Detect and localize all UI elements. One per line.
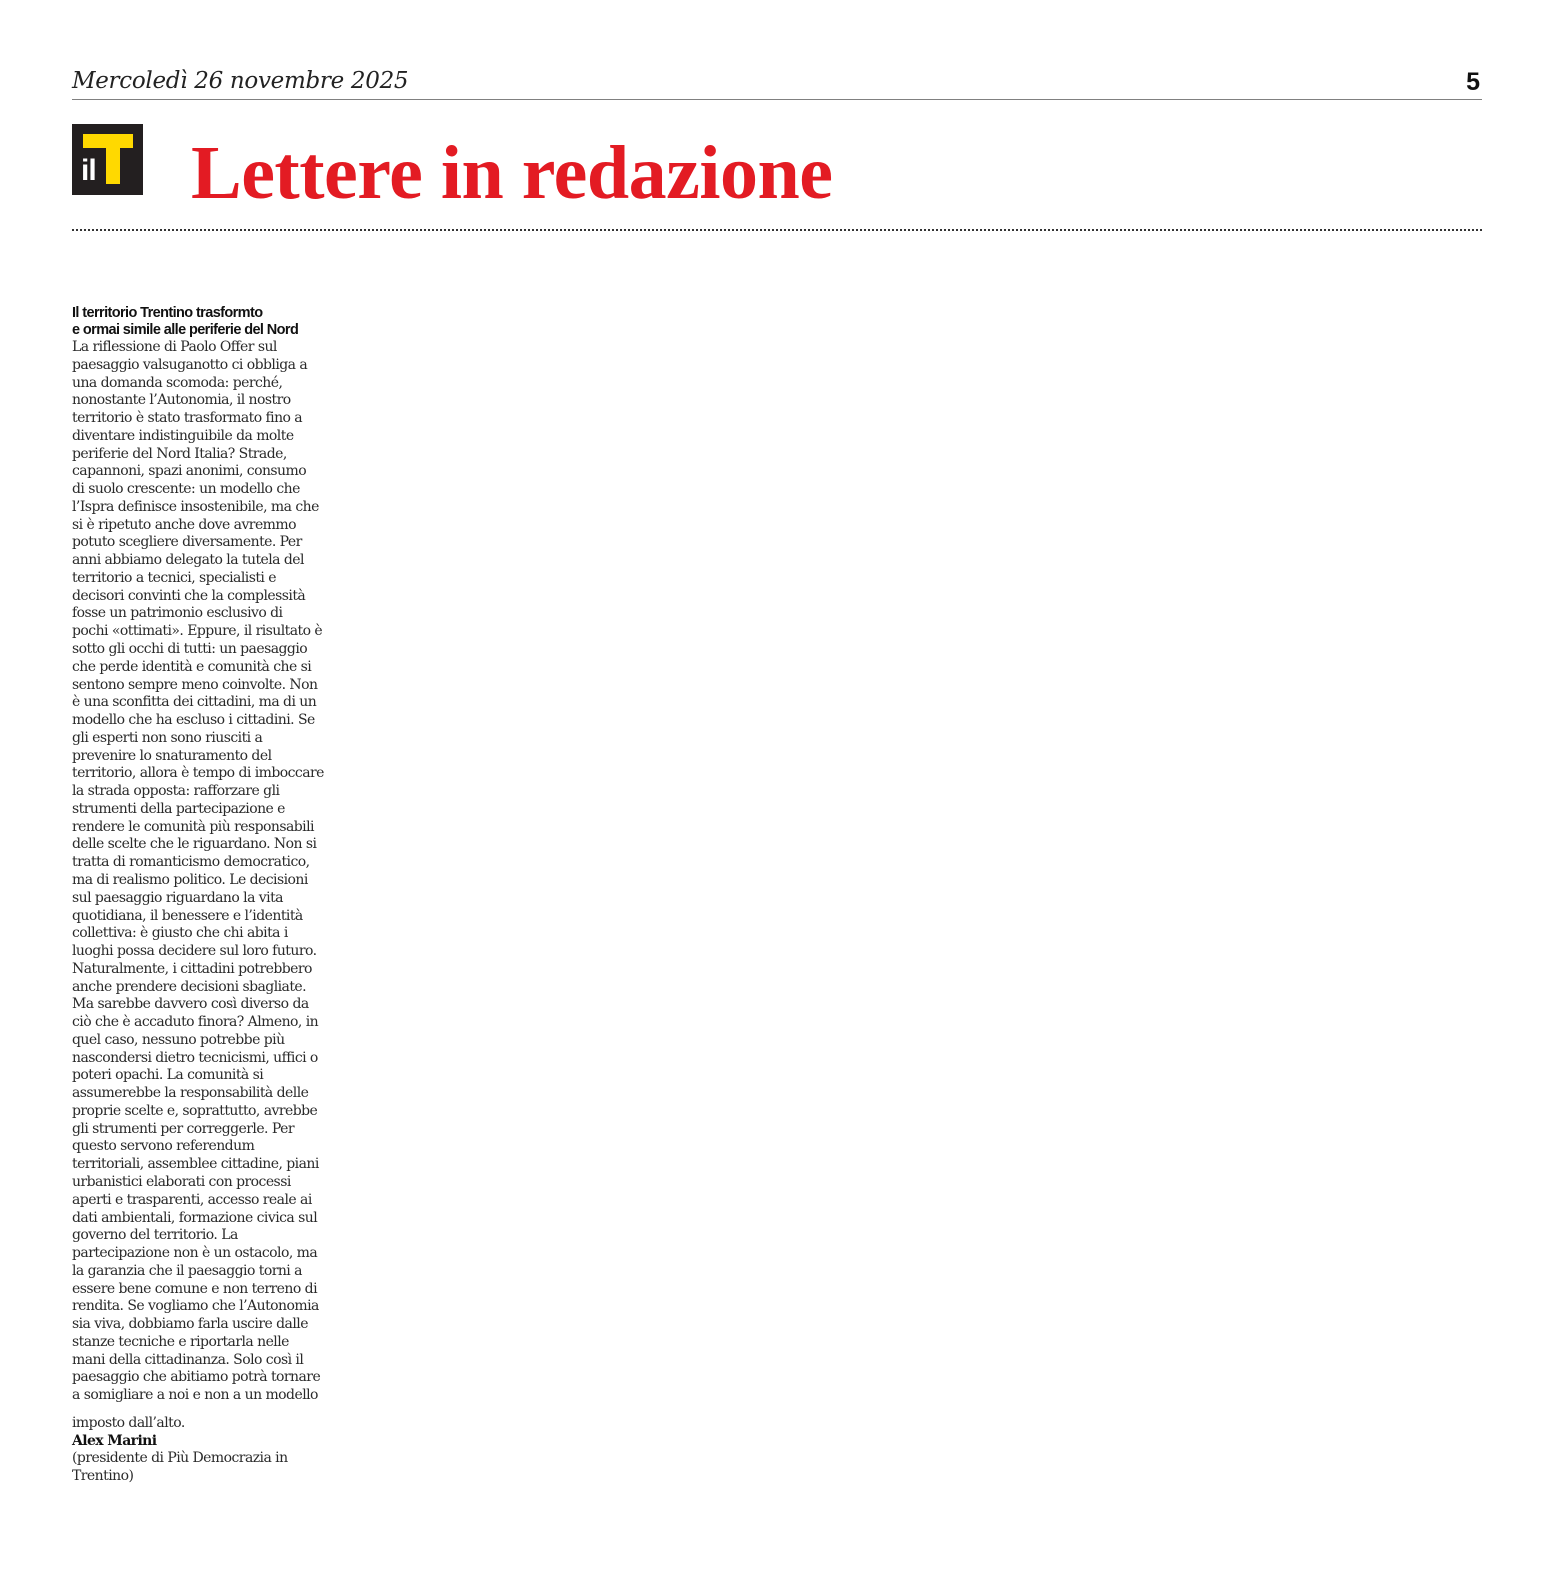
body-line: tratta di romanticismo democratico, [72,854,310,871]
body-line: dati ambientali, formazione civica sul [72,1209,318,1226]
body-line: è una sconfitta dei cittadini, ma di un [72,694,317,711]
body-line: la garanzia che il paesaggio torni a [72,1262,302,1279]
body-line: gli strumenti per correggerle. Per [72,1120,294,1137]
body-line: sotto gli occhi di tutti: un paesaggio [72,641,308,658]
body-line: stanze tecniche e riportarla nelle [72,1333,289,1350]
article-body [72,339,342,1405]
body-line: a somigliare a noi e non a un modello [72,1387,318,1404]
body-line: gli esperti non sono riusciti a [72,729,263,746]
body-line: Ma sarebbe davvero così diverso da [72,996,309,1013]
issue-date: Mercoledì 26 novembre 2025 [72,68,409,94]
body-line: ciò che è accaduto finora? Almeno, in [72,1014,319,1031]
body-line: governo del territorio. La [72,1227,238,1244]
body-line: aperti e trasparenti, accesso reale ai [72,1191,312,1208]
body-line: luoghi possa decidere sul loro futuro. [72,943,317,960]
article-closing [72,1415,342,1486]
body-line: nascondersi dietro tecnicismi, uffici o [72,1049,318,1066]
body-line: quotidiana, il benessere e l’identità [72,907,303,924]
body-line: paesaggio valsuganotto ci obbliga a [72,356,308,373]
body-line: paesaggio che abitiamo potrà tornare [72,1369,321,1386]
body-line: essere bene comune e non terreno di [72,1280,317,1297]
body-line: anche prendere decisioni sbagliate. [72,978,307,995]
body-line: capannoni, spazi anonimi, consumo [72,463,307,480]
body-line: si è ripetuto anche dove avremmo [72,516,297,533]
logo-il-text: il [81,154,96,187]
newspaper-logo-icon [72,124,143,195]
section-title: Lettere in redazione [191,131,833,215]
body-line: rendere le comunità più responsabili [72,818,314,835]
body-line: decisori convinti che la complessità [72,587,306,604]
page-header [72,66,1482,100]
article-headline [72,305,342,339]
body-line: poteri opachi. La comunità si [72,1067,264,1084]
body-line: sul paesaggio riguardano la vita [72,889,283,906]
author-name: Alex Marini [72,1432,157,1449]
body-line: questo servono referendum [72,1138,255,1155]
body-line: una domanda scomoda: perché, [72,374,283,391]
body-line: pochi «ottimati». Eppure, il risultato è [72,623,323,640]
body-line: potuto scegliere diversamente. Per [72,534,302,551]
body-line: quel caso, nessuno potrebbe più [72,1031,285,1048]
page-number: 5 [1466,68,1480,96]
section-divider [72,229,1482,231]
body-line: sentono sempre meno coinvolte. Non [72,676,318,693]
body-line: territorio è stato trasformato fino a [72,410,303,427]
body-line: nonostante l’Autonomia, il nostro [72,392,291,409]
body-line: collettiva: è giusto che chi abita i [72,925,288,942]
body-line: la strada opposta: rafforzare gli [72,783,280,800]
letter-article [72,305,342,1486]
body-line: La riflessione di Paolo Offer sul [72,339,277,355]
body-line: sia viva, dobbiamo farla uscire dalle [72,1316,308,1333]
closing-line: imposto dall’alto. [72,1414,185,1431]
body-line: rendita. Se vogliamo che l’Autonomia [72,1298,319,1315]
body-line: l’Ispra definisce insostenibile, ma che [72,498,319,515]
headline-line: e ormai simile alle periferie del Nord [72,322,299,338]
body-line: territoriali, assemblee cittadine, piani [72,1156,319,1173]
body-line: urbanistici elaborati con processi [72,1173,291,1190]
body-line: partecipazione non è un ostacolo, ma [72,1245,318,1262]
body-line: periferie del Nord Italia? Strade, [72,445,287,462]
body-line: diventare indistinguibile da molte [72,427,294,444]
body-line: assumerebbe la responsabilità delle [72,1085,309,1102]
body-line: proprie scelte e, soprattutto, avrebbe [72,1102,318,1119]
body-line: che perde identità e comunità che si [72,658,312,675]
body-line: Naturalmente, i cittadini potrebbero [72,960,312,977]
body-line: mani della cittadinanza. Solo così il [72,1351,304,1368]
body-line: delle scelte che le riguardano. Non si [72,836,317,853]
body-line: anni abbiamo delegato la tutela del [72,552,304,569]
author-role-line: Trentino) [72,1468,134,1485]
body-line: fosse un patrimonio esclusivo di [72,605,283,622]
body-line: territorio, allora è tempo di imboccare [72,765,324,782]
headline-line: Il territorio Trentino trasformto [72,305,263,321]
body-line: di suolo crescente: un modello che [72,481,300,498]
body-line: strumenti della partecipazione e [72,800,285,817]
author-role-line: (presidente di Più Democrazia in [72,1450,288,1467]
body-line: modello che ha escluso i cittadini. Se [72,712,315,729]
body-line: territorio a tecnici, specialisti e [72,569,276,586]
body-line: ma di realismo politico. Le decisioni [72,871,308,888]
body-line: prevenire lo snaturamento del [72,747,272,764]
logo-t-stem [106,134,120,184]
